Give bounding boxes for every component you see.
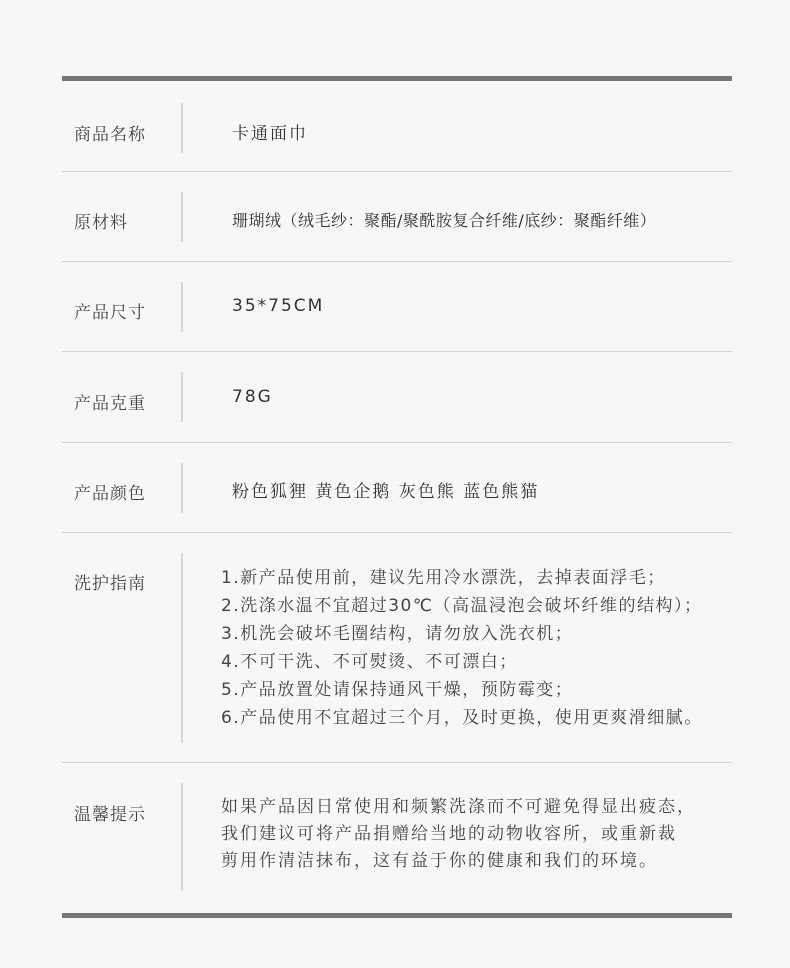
tip-line: 如果产品因日常使用和频繁洗涤而不可避免得显出疲态， bbox=[221, 797, 696, 817]
tip-line: 我们建议可将产品捐赠给当地的动物收容所，或重新裁 bbox=[221, 824, 677, 844]
row-material bbox=[62, 172, 732, 262]
row-wash-guide bbox=[62, 533, 732, 763]
divider bbox=[181, 553, 183, 743]
row-size bbox=[62, 262, 732, 352]
row-label: 商品名称 bbox=[74, 125, 146, 145]
wash-line: 4.不可干洗、不可熨烫、不可漂白； bbox=[221, 652, 518, 672]
divider bbox=[181, 463, 183, 513]
row-label: 产品尺寸 bbox=[74, 303, 146, 323]
row-tips bbox=[62, 763, 732, 913]
divider bbox=[181, 103, 183, 153]
row-product-name bbox=[62, 81, 732, 172]
row-value: 78G bbox=[232, 387, 273, 407]
tips-text bbox=[221, 794, 696, 875]
wash-instructions bbox=[221, 564, 703, 732]
divider bbox=[181, 282, 183, 332]
row-value: 卡通面巾 bbox=[232, 124, 308, 144]
row-value: 珊瑚绒（绒毛纱：聚酯/聚酰胺复合纤维/底纱：聚酯纤维） bbox=[232, 211, 657, 230]
row-value: 35*75CM bbox=[232, 296, 325, 316]
row-label: 温馨提示 bbox=[74, 805, 146, 825]
row-label: 原材料 bbox=[74, 213, 128, 233]
wash-line: 3.机洗会破坏毛圈结构，请勿放入洗衣机； bbox=[221, 624, 574, 644]
wash-line: 6.产品使用不宜超过三个月，及时更换，使用更爽滑细腻。 bbox=[221, 708, 703, 728]
row-colors bbox=[62, 443, 732, 533]
divider bbox=[181, 372, 183, 422]
wash-line: 2.洗涤水温不宜超过30℃（高温浸泡会破坏纤维的结构）； bbox=[221, 596, 703, 616]
divider bbox=[181, 192, 183, 242]
tip-line: 剪用作清洁抹布，这有益于你的健康和我们的环境。 bbox=[221, 851, 658, 871]
row-label: 洗护指南 bbox=[74, 574, 146, 594]
row-label: 产品颜色 bbox=[74, 484, 146, 504]
row-label: 产品克重 bbox=[74, 394, 146, 414]
row-value: 粉色狐狸 黄色企鹅 灰色熊 蓝色熊猫 bbox=[232, 482, 540, 502]
wash-line: 5.产品放置处请保持通风干燥，预防霉变； bbox=[221, 680, 574, 700]
product-info-table bbox=[62, 76, 732, 918]
row-weight bbox=[62, 352, 732, 443]
wash-line: 1.新产品使用前，建议先用冷水漂洗，去掉表面浮毛； bbox=[221, 568, 666, 588]
divider bbox=[181, 783, 183, 891]
